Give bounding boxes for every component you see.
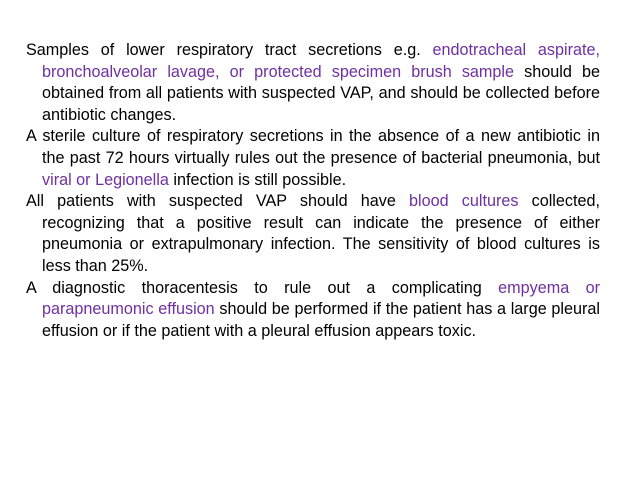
text-segment: A diagnostic thoracentesis to rule out a complicating (26, 278, 499, 297)
text-segment: A sterile culture of respiratory secretions in the absence of a new antibiotic in the past 72 hours virtually rules out the presence of bacterial pneumonia, but (26, 127, 600, 167)
paragraph-sterile-culture (26, 126, 600, 191)
highlighted-text-segment: blood cultures (409, 192, 519, 211)
highlighted-text-segment: viral or Legionella (42, 170, 169, 189)
slide-body (26, 40, 600, 342)
paragraph-respiratory-samples (26, 40, 600, 126)
text-segment: should be obtained from all patients with suspected VAP, and should be collected before antibiotic changes. (42, 62, 601, 124)
text-segment: infection is still possible. (168, 170, 347, 189)
text-segment: All patients with suspected VAP should have (26, 192, 410, 211)
highlighted-text-segment: empyema or parapneumonic effusion (42, 278, 600, 319)
text-segment: should be performed if the patient has a large pleural effusion or if the patient with a pleural effusion appears toxic. (42, 300, 600, 340)
text-segment: Samples of lower respiratory tract secretions e.g. (26, 41, 433, 59)
text-segment: collected, recognizing that a positive result can indicate the presence of either pneumonia or extrapulmonary infection. The sensitivity of blood cultures is less than 25%. (42, 192, 600, 275)
paragraph-thoracentesis (26, 278, 600, 343)
highlighted-text-segment: endotracheal aspirate, bronchoalveolar lavage, or protected specimen brush sample (42, 41, 600, 81)
paragraph-blood-cultures (26, 191, 600, 277)
